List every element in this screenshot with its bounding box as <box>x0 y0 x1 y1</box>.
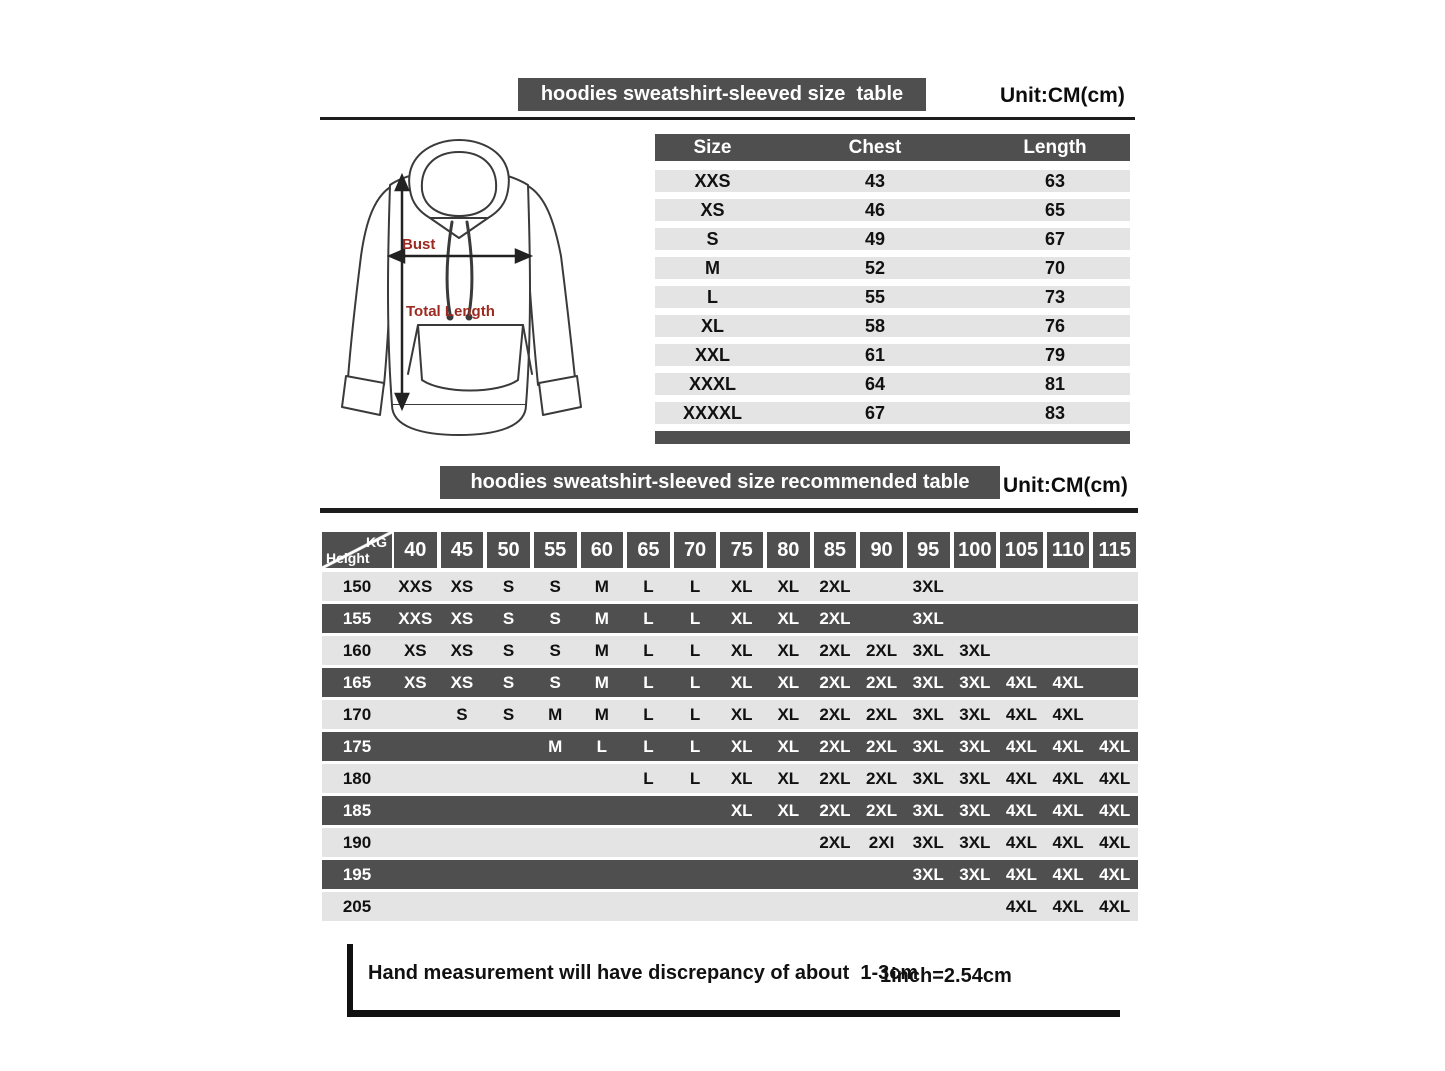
recommended-size-cell <box>672 860 719 889</box>
recommended-size-cell: S <box>502 609 515 628</box>
length-cell: 67 <box>1044 229 1066 249</box>
recommended-size-cell: L <box>643 673 654 692</box>
weight-header-cell: 50 <box>487 532 530 568</box>
recommended-size-cell: 4XL <box>1005 673 1038 692</box>
size-cell: XL <box>700 316 724 336</box>
weight-header-cell: 85 <box>814 532 857 568</box>
recommended-size-cell: 2XL <box>819 673 851 692</box>
weight-header-cell: 45 <box>441 532 484 568</box>
size-table-header <box>655 134 1130 161</box>
recommended-size-cell: S <box>549 609 561 628</box>
weight-header-cell: 110 <box>1047 532 1090 568</box>
weight-header-cell: 55 <box>534 532 577 568</box>
recommended-size-cell: L <box>689 577 701 596</box>
recommended-size-cell: XL <box>730 705 753 724</box>
recommended-size-cell <box>392 828 439 857</box>
recommended-size-cell <box>532 892 579 921</box>
recommended-size-cell: 3XL <box>912 673 944 692</box>
hoodie-measurement-diagram <box>330 128 610 458</box>
recommended-size-cell <box>718 860 765 889</box>
recommended-size-cell: 4XL <box>1099 865 1131 884</box>
recommended-size-cell: 2XL <box>819 769 851 788</box>
height-label-cell: 150 <box>342 577 372 596</box>
recommended-size-cell: 3XL <box>959 865 991 884</box>
recommended-size-cell: M <box>594 577 609 596</box>
chest-cell: 55 <box>864 287 886 307</box>
chest-cell: 58 <box>864 316 886 336</box>
divider-bottom <box>320 508 1138 513</box>
recommended-size-cell: L <box>643 769 654 788</box>
length-cell: 70 <box>1044 258 1066 278</box>
recommended-size-cell <box>858 604 905 633</box>
recommended-size-cell: S <box>549 577 561 596</box>
unit-label-bottom: Unit:CM(cm) <box>1003 474 1128 497</box>
recommended-size-cell <box>439 796 486 825</box>
recommended-size-cell <box>532 860 579 889</box>
length-cell: 83 <box>1044 403 1066 423</box>
recommended-size-cell: 3XL <box>912 865 944 884</box>
recommended-size-cell <box>439 892 486 921</box>
recommended-size-cell: 4XL <box>1005 705 1038 724</box>
recommended-table-row <box>322 828 1138 857</box>
recommended-size-cell <box>1091 636 1138 665</box>
recommended-size-cell: S <box>549 641 561 660</box>
recommended-size-cell <box>672 892 719 921</box>
recommended-size-cell <box>579 796 626 825</box>
recommended-size-cell: L <box>689 673 701 692</box>
height-label-cell: 155 <box>342 609 372 628</box>
recommended-size-cell <box>765 828 812 857</box>
height-label-cell: 205 <box>342 897 372 916</box>
kg-height-corner-cell <box>322 532 392 568</box>
recommended-size-cell <box>858 572 905 601</box>
recommended-size-cell: 4XL <box>1005 833 1038 852</box>
chest-cell: 46 <box>864 200 886 220</box>
length-cell: 73 <box>1044 287 1066 307</box>
recommended-size-cell: 4XL <box>1052 801 1084 820</box>
recommended-size-cell: 2XL <box>819 577 851 596</box>
recommended-size-cell <box>579 828 626 857</box>
recommended-size-cell <box>718 892 765 921</box>
size-table-row <box>655 402 1130 424</box>
recommended-size-cell <box>392 796 439 825</box>
recommended-size-cell <box>485 732 532 761</box>
size-cell: S <box>706 229 719 249</box>
recommended-table-row <box>322 572 1138 601</box>
recommended-table-row <box>322 892 1138 921</box>
size-table <box>655 134 1130 444</box>
recommended-size-cell <box>998 604 1045 633</box>
footer-underline <box>347 1010 1120 1017</box>
bust-label: Bust <box>402 236 436 253</box>
recommended-size-cell: XL <box>730 769 753 788</box>
recommended-size-cell: 3XL <box>912 801 944 820</box>
chest-cell: 52 <box>864 258 886 278</box>
height-label-cell: 190 <box>342 833 372 852</box>
recommended-table-row <box>322 604 1138 633</box>
recommended-size-cell <box>1045 572 1092 601</box>
recommended-size-cell: L <box>689 705 701 724</box>
hoodie-right-sleeve <box>528 186 575 385</box>
recommended-size-cell <box>1091 604 1138 633</box>
recommended-size-cell: 3XL <box>912 641 944 660</box>
recommended-size-cell: XS <box>450 609 474 628</box>
recommended-size-cell <box>718 828 765 857</box>
recommended-size-cell: L <box>689 737 701 756</box>
weight-header-cell: 95 <box>907 532 950 568</box>
recommended-size-cell <box>952 604 999 633</box>
recommended-size-cell: XL <box>777 769 800 788</box>
weight-header-cell: 90 <box>860 532 903 568</box>
recommended-size-cell: 4XL <box>1099 801 1131 820</box>
recommended-table-header <box>322 532 1138 568</box>
height-label-cell: 160 <box>342 641 372 660</box>
recommended-size-cell <box>1045 636 1092 665</box>
recommended-size-cell <box>905 892 952 921</box>
hoodie-hem <box>392 405 526 435</box>
recommended-size-cell: 4XL <box>1052 833 1084 852</box>
recommended-size-cell: 2XL <box>865 769 898 788</box>
recommended-size-cell: XS <box>403 641 427 660</box>
chest-cell: 64 <box>864 374 886 394</box>
recommended-size-cell <box>439 764 486 793</box>
recommended-table-title-bar <box>440 466 1000 499</box>
height-label-cell: 195 <box>342 865 372 884</box>
recommended-size-cell: 4XL <box>1005 737 1038 756</box>
recommended-size-cell: XXS <box>398 609 433 628</box>
recommended-size-cell <box>625 892 672 921</box>
size-cell: M <box>705 258 720 278</box>
recommended-size-cell <box>1045 604 1092 633</box>
recommended-size-cell: L <box>689 609 701 628</box>
recommended-size-cell <box>1091 572 1138 601</box>
recommended-size-cell: 4XL <box>1005 801 1038 820</box>
recommended-size-cell: XL <box>730 609 753 628</box>
height-label-cell: 185 <box>342 801 372 820</box>
size-table-row <box>655 199 1130 221</box>
recommended-size-cell: XL <box>730 673 753 692</box>
weight-header-cell: 40 <box>394 532 437 568</box>
recommended-size-cell <box>672 828 719 857</box>
recommended-size-cell: S <box>502 641 515 660</box>
recommended-size-cell: L <box>596 737 607 756</box>
recommended-size-cell <box>532 796 579 825</box>
recommended-size-cell <box>858 860 905 889</box>
chest-column-header: Chest <box>848 137 902 158</box>
weight-header-cell: 115 <box>1093 532 1136 568</box>
recommended-size-cell <box>392 732 439 761</box>
recommended-size-cell <box>952 572 999 601</box>
recommended-size-cell <box>439 860 486 889</box>
unit-label-top: Unit:CM(cm) <box>1000 84 1125 107</box>
height-label: Height <box>326 550 370 566</box>
recommended-size-cell: 2XL <box>819 705 851 724</box>
size-cell: XXXL <box>688 374 736 394</box>
hoodie-right-cuff <box>539 376 581 415</box>
length-cell: 63 <box>1044 171 1066 191</box>
recommended-size-cell: 3XL <box>959 801 991 820</box>
recommended-size-cell: 3XL <box>912 609 944 628</box>
size-cell: XXS <box>694 171 731 191</box>
divider-top <box>320 117 1135 120</box>
recommended-table-row <box>322 860 1138 889</box>
chest-cell: 43 <box>864 171 886 191</box>
recommended-size-cell <box>812 892 859 921</box>
recommended-size-cell: 3XL <box>959 737 991 756</box>
recommended-size-cell: 2XL <box>819 801 851 820</box>
size-table-footer-bar <box>655 431 1130 444</box>
recommended-size-cell: 4XL <box>1052 769 1084 788</box>
recommended-size-cell: XL <box>730 577 753 596</box>
hoodie-hood-opening <box>422 152 496 216</box>
recommended-size-cell: 2XL <box>865 673 898 692</box>
weight-header-cell: 75 <box>720 532 763 568</box>
recommended-size-cell: 4XL <box>1052 673 1084 692</box>
recommended-size-cell <box>439 732 486 761</box>
recommended-size-cell: M <box>594 641 609 660</box>
recommended-size-cell <box>485 828 532 857</box>
recommended-size-cell: 3XL <box>912 705 944 724</box>
recommended-size-cell: 2XL <box>865 801 898 820</box>
recommended-size-table <box>322 532 1138 924</box>
recommended-table-title: hoodies sweatshirt-sleeved size recommended table <box>470 471 970 493</box>
recommended-table-row <box>322 764 1138 793</box>
recommended-size-cell: 2XL <box>865 641 898 660</box>
recommended-size-cell: L <box>689 641 701 660</box>
recommended-size-cell: S <box>502 577 515 596</box>
recommended-size-cell: 4XL <box>1099 769 1131 788</box>
recommended-size-cell: XS <box>403 673 427 692</box>
length-column-header: Length <box>1023 137 1087 158</box>
recommended-size-cell: XL <box>777 577 800 596</box>
recommended-size-cell: 4XL <box>1005 769 1038 788</box>
recommended-size-cell <box>485 892 532 921</box>
recommended-size-cell <box>392 892 439 921</box>
recommended-table-row <box>322 668 1138 697</box>
measurement-note: Hand measurement will have discrepancy of about 1-3cm <box>368 962 919 984</box>
recommended-size-cell: 4XL <box>1099 833 1131 852</box>
recommended-size-cell: L <box>643 609 654 628</box>
recommended-table-row <box>322 796 1138 825</box>
recommended-size-cell: 2XL <box>819 737 851 756</box>
size-table-row <box>655 286 1130 308</box>
recommended-size-cell <box>812 860 859 889</box>
recommended-size-cell: 3XL <box>959 833 991 852</box>
weight-header-cell: 105 <box>1000 532 1043 568</box>
recommended-size-cell: L <box>643 705 654 724</box>
recommended-size-cell: L <box>643 641 654 660</box>
size-table-row <box>655 228 1130 250</box>
recommended-size-cell: 2XL <box>819 641 851 660</box>
recommended-size-cell: XL <box>777 737 800 756</box>
size-cell: L <box>707 287 718 307</box>
recommended-size-cell: M <box>548 705 563 724</box>
recommended-size-cell <box>672 796 719 825</box>
length-cell: 76 <box>1044 316 1066 336</box>
recommended-size-cell: XL <box>730 801 753 820</box>
recommended-size-cell <box>765 860 812 889</box>
kg-label: KG <box>366 534 387 550</box>
footer-accent-bar <box>347 944 353 1012</box>
recommended-table-row <box>322 636 1138 665</box>
recommended-table-body <box>322 572 1138 921</box>
size-table-row <box>655 344 1130 366</box>
recommended-size-cell: L <box>643 577 654 596</box>
recommended-size-cell <box>765 892 812 921</box>
recommended-size-cell <box>579 860 626 889</box>
size-table-body <box>655 170 1130 424</box>
recommended-size-cell: 4XL <box>1052 705 1084 724</box>
recommended-size-cell <box>1091 668 1138 697</box>
recommended-size-cell <box>392 860 439 889</box>
recommended-size-cell: 3XL <box>959 769 991 788</box>
height-label-cell: 180 <box>342 769 372 788</box>
recommended-size-cell <box>439 828 486 857</box>
recommended-size-cell: S <box>502 673 515 692</box>
recommended-size-cell: 2XL <box>819 833 851 852</box>
recommended-size-cell: M <box>548 737 563 756</box>
recommended-size-cell: XL <box>730 641 753 660</box>
recommended-size-cell <box>485 764 532 793</box>
size-table-row <box>655 373 1130 395</box>
recommended-size-cell: 2XL <box>865 737 898 756</box>
total-length-label: Total Length <box>406 303 495 320</box>
weight-header-cell: 100 <box>954 532 997 568</box>
recommended-size-cell: S <box>502 705 515 724</box>
recommended-size-cell: XL <box>730 737 753 756</box>
recommended-size-cell <box>485 796 532 825</box>
recommended-size-cell: XS <box>450 673 474 692</box>
size-table-row <box>655 170 1130 192</box>
recommended-size-cell: M <box>594 609 609 628</box>
size-cell: XXL <box>694 345 730 365</box>
weight-header-cell: 60 <box>581 532 624 568</box>
recommended-size-cell: 3XL <box>912 833 944 852</box>
recommended-size-cell <box>1091 700 1138 729</box>
recommended-size-cell: 2XL <box>865 705 898 724</box>
recommended-size-cell: 3XL <box>912 737 944 756</box>
recommended-size-cell: 3XL <box>959 705 991 724</box>
size-table-title-bar <box>518 78 926 111</box>
recommended-size-cell: XL <box>777 641 800 660</box>
recommended-size-cell: 3XL <box>912 769 944 788</box>
recommended-size-cell <box>392 764 439 793</box>
recommended-size-cell: XL <box>777 673 800 692</box>
recommended-size-cell: L <box>689 769 701 788</box>
height-label-cell: 170 <box>342 705 372 724</box>
chest-cell: 61 <box>864 345 886 365</box>
hoodie-left-cuff <box>342 376 384 415</box>
recommended-size-cell <box>485 860 532 889</box>
recommended-size-cell: 2XL <box>819 609 851 628</box>
recommended-size-cell: 4XL <box>1052 897 1084 916</box>
recommended-size-cell <box>579 892 626 921</box>
hoodie-left-sleeve <box>348 186 392 385</box>
recommended-size-cell: L <box>643 737 654 756</box>
size-cell: XS <box>700 200 725 220</box>
recommended-size-cell <box>625 828 672 857</box>
chest-cell: 67 <box>864 403 886 423</box>
recommended-size-cell: 4XL <box>1052 865 1084 884</box>
recommended-size-cell: XXS <box>398 577 433 596</box>
length-cell: 65 <box>1044 200 1066 220</box>
height-label-cell: 175 <box>342 737 372 756</box>
recommended-size-cell <box>532 764 579 793</box>
weight-header-cell: 65 <box>627 532 670 568</box>
recommended-size-cell <box>625 860 672 889</box>
recommended-size-cell: 3XL <box>912 577 944 596</box>
length-cell: 81 <box>1044 374 1066 394</box>
recommended-table-row <box>322 732 1138 761</box>
weight-header-cell: 70 <box>674 532 717 568</box>
recommended-size-cell: XS <box>450 641 474 660</box>
weight-header-cell: 80 <box>767 532 810 568</box>
recommended-size-cell: 3XL <box>959 641 991 660</box>
recommended-size-cell <box>858 892 905 921</box>
recommended-size-cell: XL <box>777 705 800 724</box>
recommended-size-cell: 3XL <box>959 673 991 692</box>
hoodie-pocket <box>418 325 523 391</box>
recommended-size-cell <box>532 828 579 857</box>
recommended-size-cell <box>392 700 439 729</box>
size-table-title: hoodies sweatshirt-sleeved size table <box>540 83 904 105</box>
recommended-size-cell: XL <box>777 609 800 628</box>
recommended-table-row <box>322 700 1138 729</box>
chest-cell: 49 <box>864 229 886 249</box>
size-table-row <box>655 315 1130 337</box>
size-table-row <box>655 257 1130 279</box>
recommended-size-cell: 4XL <box>1052 737 1084 756</box>
height-label-cell: 165 <box>342 673 372 692</box>
size-cell: XXXXL <box>682 403 743 423</box>
recommended-size-cell: XS <box>450 577 474 596</box>
recommended-size-cell <box>579 764 626 793</box>
recommended-size-cell: S <box>456 705 468 724</box>
size-column-header: Size <box>693 137 732 158</box>
recommended-size-cell: XL <box>777 801 800 820</box>
recommended-size-cell <box>625 796 672 825</box>
recommended-size-cell: 4XL <box>1099 737 1131 756</box>
length-cell: 79 <box>1044 345 1066 365</box>
recommended-size-cell: 4XL <box>1099 897 1131 916</box>
recommended-size-cell <box>952 892 999 921</box>
recommended-size-cell: 4XL <box>1005 897 1038 916</box>
recommended-size-cell: M <box>594 673 609 692</box>
inch-conversion-note: 1inch=2.54cm <box>880 965 1012 987</box>
recommended-size-cell: M <box>594 705 609 724</box>
recommended-size-cell: 4XL <box>1005 865 1038 884</box>
recommended-size-cell <box>998 572 1045 601</box>
recommended-size-cell: 2XI <box>868 833 895 852</box>
recommended-size-cell: S <box>549 673 561 692</box>
recommended-size-cell <box>998 636 1045 665</box>
